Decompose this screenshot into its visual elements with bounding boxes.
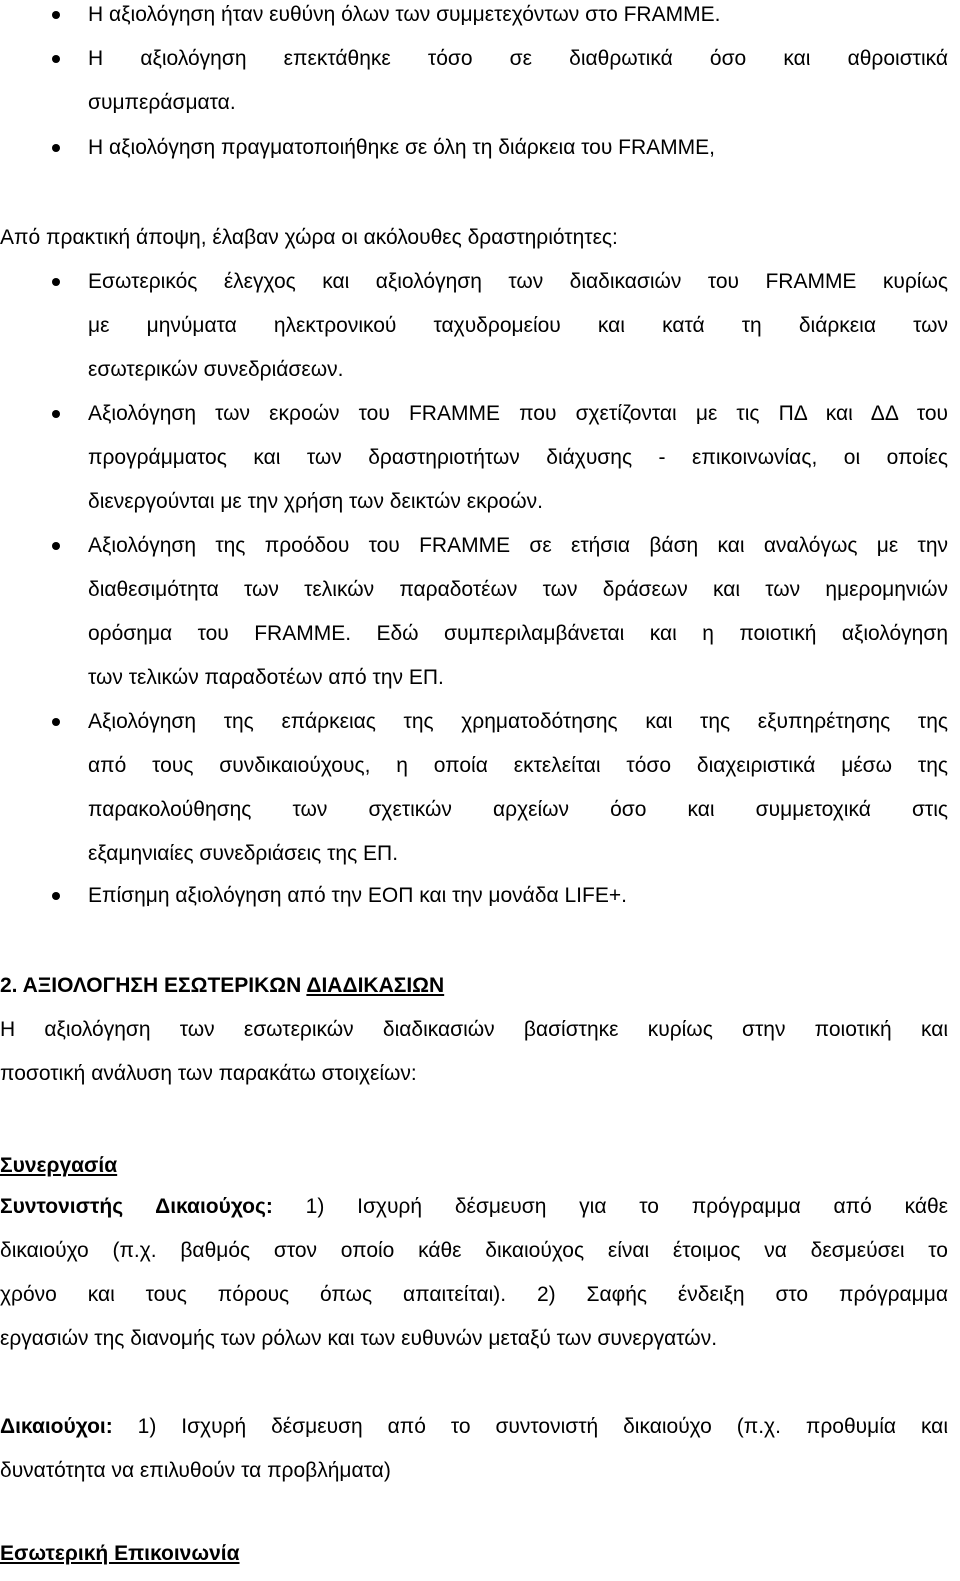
paragraph-text: 1) Ισχυρή δέσμευση από το συντονιστή δικαιούχο (π.χ. προθυμία και [112,1415,948,1438]
bullet-marker [52,410,60,418]
role-label: Δικαιούχοι: [0,1415,113,1438]
section-heading-suffix: ΔΙΑΔΙΚΑΣΙΩΝ [306,974,445,997]
bullet-marker [52,55,60,63]
role-label: Συντονιστής Δικαιούχος: [0,1195,273,1218]
list-item-continuation: παρακολούθησης των σχετικών αρχείων όσο και συμμετοχικά στις [88,798,948,821]
list-item: Αξιολόγηση των εκροών του FRAMME που σχετίζονται με τις ΠΔ και ΔΔ του [88,402,948,425]
bullet-marker [52,11,60,19]
paragraph: Η αξιολόγηση των εσωτερικών διαδικασιών βασίστηκε κυρίως στην ποιοτική και [0,1018,948,1041]
paragraph: Από πρακτική άποψη, έλαβαν χώρα οι ακόλουθες δραστηριότητες: [0,226,618,249]
paragraph-continuation: δυνατότητα να επιλυθούν τα προβλήματα) [0,1459,391,1482]
bullet-marker [52,144,60,152]
list-item: Η αξιολόγηση πραγματοποιήθηκε σε όλη τη διάρκεια του FRAMME, [88,136,715,159]
list-item-continuation: ορόσημα του FRAMME. Εδώ συμπεριλαμβάνεται και η ποιοτική αξιολόγηση [88,622,948,645]
list-item: Η αξιολόγηση επεκτάθηκε τόσο σε διαθρωτικά όσο και αθροιστικά [88,47,948,70]
subsection-heading: Εσωτερική Επικοινωνία [0,1542,240,1565]
bullet-marker [52,278,60,286]
bullet-marker [52,542,60,550]
section-heading-prefix: 2. ΑΞΙΟΛΟΓΗΣΗ ΕΣΩΤΕΡΙΚΩΝ [0,974,307,997]
list-item-continuation: των τελικών παραδοτέων από την ΕΠ. [88,666,444,689]
list-item: Αξιολόγηση της προόδου του FRAMME σε ετήσια βάση και αναλόγως με την [88,534,948,557]
list-item-continuation: συμπεράσματα. [88,91,236,114]
paragraph-continuation: δικαιούχο (π.χ. βαθμός στον οποίο κάθε δικαιούχος είναι έτοιμος να δεσμεύσει το [0,1239,948,1262]
bullet-marker [52,718,60,726]
subsection-heading: Συνεργασία [0,1154,118,1177]
paragraph-continuation: χρόνο και τους πόρους όπως απαιτείται). 2) Σαφής ένδειξη στο πρόγραμμα [0,1283,948,1306]
bullet-marker [52,892,60,900]
paragraph-text: 1) Ισχυρή δέσμευση για το πρόγραμμα από κάθε [272,1195,948,1218]
list-item: Εσωτερικός έλεγχος και αξιολόγηση των διαδικασιών του FRAMME κυρίως [88,270,948,293]
section-heading [0,973,948,999]
paragraph [0,1194,948,1220]
list-item-continuation: με μηνύματα ηλεκτρονικού ταχυδρομείου και κατά τη διάρκεια των [88,314,948,337]
list-item-continuation: διαθεσιμότητα των τελικών παραδοτέων των δράσεων και των ημερομηνιών [88,578,948,601]
list-item: Η αξιολόγηση ήταν ευθύνη όλων των συμμετεχόντων στο FRAMME. [88,3,721,26]
list-item-continuation: από τους συνδικαιούχους, η οποία εκτελείται τόσο διαχειριστικά μέσω της [88,754,948,777]
paragraph-continuation: εργασιών της διανομής των ρόλων και των ευθυνών μεταξύ των συνεργατών. [0,1327,718,1350]
list-item-continuation: προγράμματος και των δραστηριοτήτων διάχυσης - επικοινωνίας, οι οποίες [88,446,948,469]
paragraph [0,1414,948,1440]
list-item-continuation: διενεργούνται με την χρήση των δεικτών εκροών. [88,490,543,513]
list-item-continuation: εσωτερικών συνεδριάσεων. [88,358,344,381]
list-item: Αξιολόγηση της επάρκειας της χρηματοδότησης και της εξυπηρέτησης της [88,710,948,733]
list-item-continuation: εξαμηνιαίες συνεδριάσεις της ΕΠ. [88,842,399,865]
paragraph-continuation: ποσοτική ανάλυση των παρακάτω στοιχείων: [0,1062,417,1085]
list-item: Επίσημη αξιολόγηση από την ΕΟΠ και την μονάδα LIFE+. [88,884,627,907]
